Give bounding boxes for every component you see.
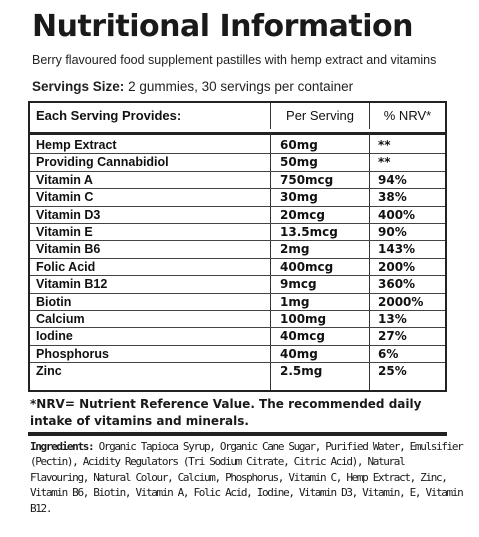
nrv-value: 27% [378, 329, 407, 344]
table-row [30, 276, 445, 293]
table-row [30, 346, 445, 363]
ingredients-text [30, 439, 467, 516]
nutrient-name: Zinc [36, 364, 62, 379]
per-serving-value: 2mg [280, 242, 310, 257]
table-row [30, 224, 445, 241]
nutrient-name: Providing Cannabidiol [36, 155, 169, 170]
table-body [30, 137, 445, 380]
table-row [30, 172, 445, 189]
per-serving-value: 2.5mg [280, 364, 323, 379]
table-row [30, 207, 445, 224]
per-serving-value: 1mg [280, 294, 310, 309]
nutrient-name: Vitamin B12 [36, 277, 108, 292]
nrv-value: 360% [378, 277, 416, 292]
per-serving-value: 40mg [280, 346, 318, 361]
nrv-value: 143% [378, 242, 416, 257]
nutrient-name: Vitamin A [36, 172, 93, 187]
nutrient-name: Hemp Extract [36, 138, 117, 152]
nrv-value: ** [378, 138, 391, 152]
nutrient-name: Vitamin E [36, 224, 93, 239]
nutrient-name: Vitamin B6 [36, 242, 101, 257]
nutrition-table [28, 101, 447, 392]
page-title: Nutritional Information [32, 9, 414, 44]
per-serving-value: 50mg [280, 155, 318, 170]
per-serving-value: 9mcg [280, 277, 317, 292]
per-serving-value: 400mcg [280, 259, 334, 274]
table-row [30, 363, 445, 380]
per-serving-value: 100mg [280, 311, 327, 326]
ingredients-label: Ingredients: [30, 440, 94, 453]
servings-size [32, 79, 353, 95]
table-header [30, 103, 445, 135]
table-row [30, 294, 445, 311]
nutrient-name: Folic Acid [36, 259, 96, 274]
nrv-value: 2000% [378, 294, 424, 309]
nrv-value: 25% [378, 364, 407, 379]
header-per-serving: Per Serving [270, 103, 369, 129]
nrv-value: 38% [378, 190, 407, 205]
nrv-value: 6% [378, 346, 399, 361]
nrv-value: ** [378, 155, 391, 170]
nrv-footnote: *NRV= Nutrient Reference Value. The recommended daily intake of vitamins and minerals. [30, 397, 422, 428]
table-row [30, 328, 445, 345]
table-row [30, 137, 445, 154]
servings-size-value: 2 gummies, 30 servings per container [128, 79, 354, 94]
nrv-value: 94% [378, 172, 407, 187]
nutrient-name: Vitamin D3 [36, 207, 101, 222]
nrv-value: 90% [378, 224, 407, 239]
nutrient-name: Calcium [36, 311, 85, 326]
table-row [30, 311, 445, 328]
servings-size-label: Servings Size: [32, 79, 125, 94]
per-serving-value: 20mcg [280, 207, 325, 222]
nutrient-name: Biotin [36, 294, 72, 309]
table-row [30, 189, 445, 206]
nutrient-name: Iodine [36, 329, 73, 344]
table-row [30, 259, 445, 276]
table-row [30, 154, 445, 171]
per-serving-value: 13.5mcg [280, 224, 338, 239]
header-each-serving: Each Serving Provides: [36, 108, 182, 123]
ingredients-list: Organic Tapioca Syrup, Organic Cane Sugar, Purified Water, Emulsifier (Pectin), Acidity Regulators (Tri Sodium Citrate, Citric Acid), Natural Flavouring, Natural Colour, Calcium, Phosphorus, Vitamin C, Hemp Extract, Zinc, Vitamin B6, Biotin, Vitamin A, Folic Acid, Iodine, Vitamin D3, Vitamin, E, Vitamin B12. [30, 440, 463, 515]
table-row [30, 241, 445, 258]
header-nrv: % NRV* [369, 103, 445, 129]
per-serving-value: 30mg [280, 190, 318, 205]
nutrient-name: Phosphorus [36, 346, 109, 361]
product-description: Berry flavoured food supplement pastilles with hemp extract and vitamins [32, 53, 437, 67]
per-serving-value: 750mcg [280, 172, 334, 187]
nrv-value: 400% [378, 207, 416, 222]
per-serving-value: 60mg [280, 138, 318, 152]
nrv-value: 13% [378, 311, 407, 326]
nutrient-name: Vitamin C [36, 190, 94, 205]
per-serving-value: 40mcg [280, 329, 325, 344]
divider [28, 432, 447, 436]
nrv-value: 200% [378, 259, 416, 274]
